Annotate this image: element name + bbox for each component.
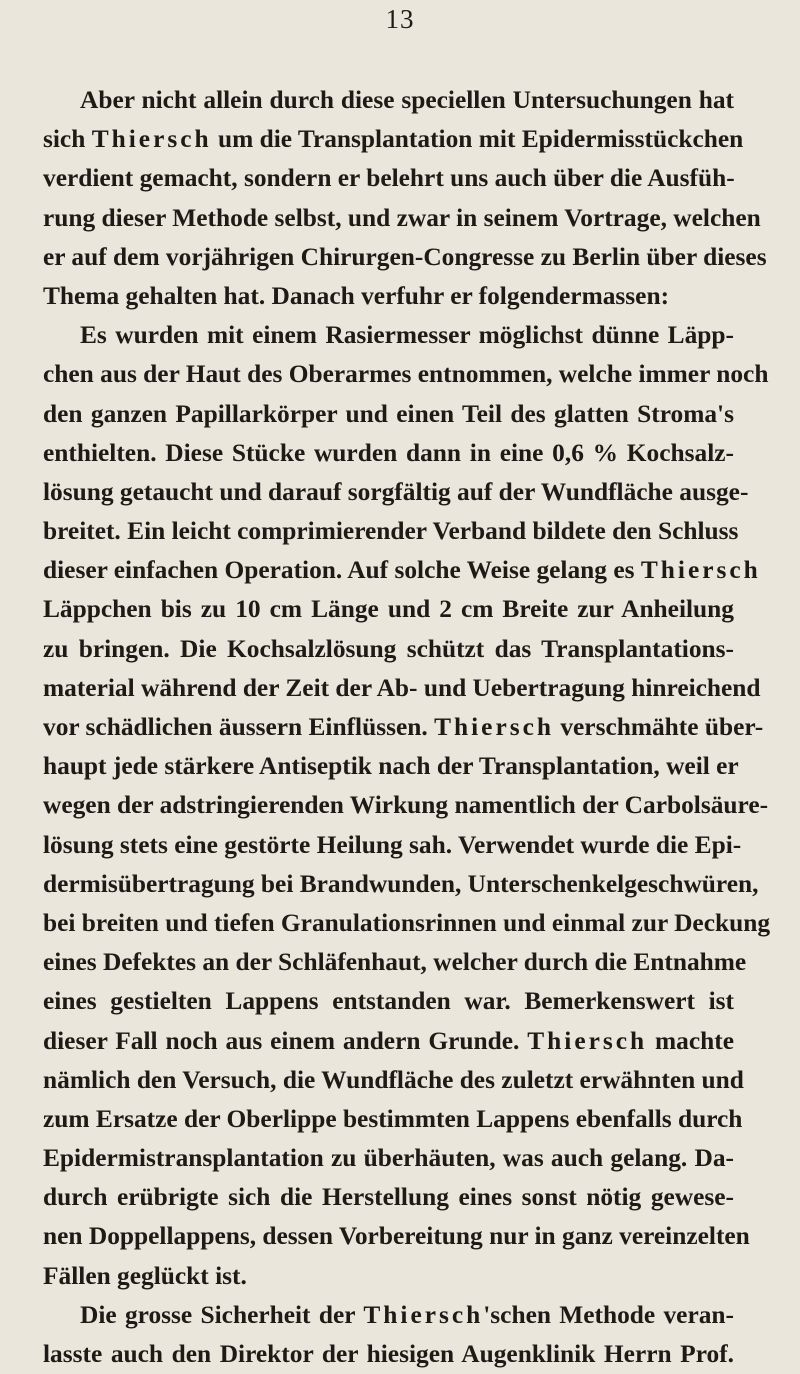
text-line: durch erübrigte sich die Herstellung eines sonst nötig gewese- bbox=[43, 1183, 734, 1212]
text-line: nämlich den Versuch, die Wundfläche des zuletzt erwähnten und bbox=[43, 1065, 744, 1094]
text-line: lösung getaucht und darauf sorgfältig auf der Wundfläche ausge- bbox=[43, 477, 749, 506]
text-line: Die grosse Sicherheit der Thiersch'schen Methode veran- bbox=[80, 1300, 734, 1329]
text-line: er auf dem vorjährigen Chirurgen-Congresse zu Berlin über dieses bbox=[43, 242, 767, 271]
text-line: bei breiten und tiefen Granulationsrinnen und einmal zur Deckung bbox=[43, 908, 771, 937]
text-line: den ganzen Papillarkörper und einen Teil des glatten Stroma's bbox=[43, 399, 734, 428]
text-line: eines gestielten Lappens entstanden war. Bemerkenswert ist bbox=[43, 987, 734, 1016]
text-line: sich Thiersch um die Transplantation mit Epidermisstückchen bbox=[43, 125, 744, 154]
text-line: zum Ersatze der Oberlippe bestimmten Lappens ebenfalls durch bbox=[43, 1104, 743, 1133]
text-line: material während der Zeit der Ab- und Uebertragung hinreichend bbox=[43, 673, 761, 702]
text-line: dermisübertragung bei Brandwunden, Unterschenkelgeschwüren, bbox=[43, 869, 759, 898]
text-line: Aber nicht allein durch diese speciellen Untersuchungen hat bbox=[80, 86, 734, 114]
text-line: enthielten. Diese Stücke wurden dann in eine 0,6 % Kochsalz- bbox=[43, 438, 734, 467]
text-line: dieser Fall noch aus einem andern Grunde. Thiersch machte bbox=[43, 1026, 734, 1055]
text-line: vor schädlichen äussern Einflüssen. Thiersch verschmähte über- bbox=[43, 713, 764, 741]
text-line: nen Doppellappens, dessen Vorbereitung nur in ganz vereinzelten bbox=[43, 1222, 750, 1251]
text-line: chen aus der Haut des Oberarmes entnommen, welche immer noch bbox=[43, 360, 769, 389]
text-line: Epidermistransplantation zu überhäuten, was auch gelang. Da- bbox=[43, 1144, 734, 1173]
text-line: Läppchen bis zu 10 cm Länge und 2 cm Breite zur Anheilung bbox=[43, 595, 734, 624]
body-text bbox=[43, 81, 771, 1374]
text-line: lasste auch den Direktor der hiesigen Augenklinik Herrn Prof. bbox=[43, 1340, 734, 1368]
page-number: 13 bbox=[385, 4, 415, 34]
text-line: dieser einfachen Operation. Auf solche Weise gelang es Thiersch bbox=[43, 556, 761, 585]
text-line: rung dieser Methode selbst, und zwar in seinem Vortrage, welchen bbox=[43, 203, 761, 232]
text-line: eines Defektes an der Schläfenhaut, welcher durch die Entnahme bbox=[43, 948, 747, 977]
text-line: breitet. Ein leicht comprimierender Verband bildete den Schluss bbox=[43, 517, 739, 546]
text-line: verdient gemacht, sondern er belehrt uns auch über die Ausfüh- bbox=[43, 164, 735, 193]
text-line: haupt jede stärkere Antiseptik nach der Transplantation, weil er bbox=[43, 752, 739, 781]
text-line: Fällen geglückt ist. bbox=[43, 1261, 247, 1290]
text-line: Thema gehalten hat. Danach verfuhr er folgendermassen: bbox=[43, 281, 670, 310]
text-line: zu bringen. Die Kochsalzlösung schützt das Transplantations- bbox=[43, 634, 734, 663]
text-line: lösung stets eine gestörte Heilung sah. Verwendet wurde die Epi- bbox=[43, 830, 742, 859]
text-line: Es wurden mit einem Rasiermesser möglichst dünne Läpp- bbox=[80, 321, 734, 350]
text-line: wegen der adstringierenden Wirkung namentlich der Carbolsäure- bbox=[43, 791, 769, 820]
